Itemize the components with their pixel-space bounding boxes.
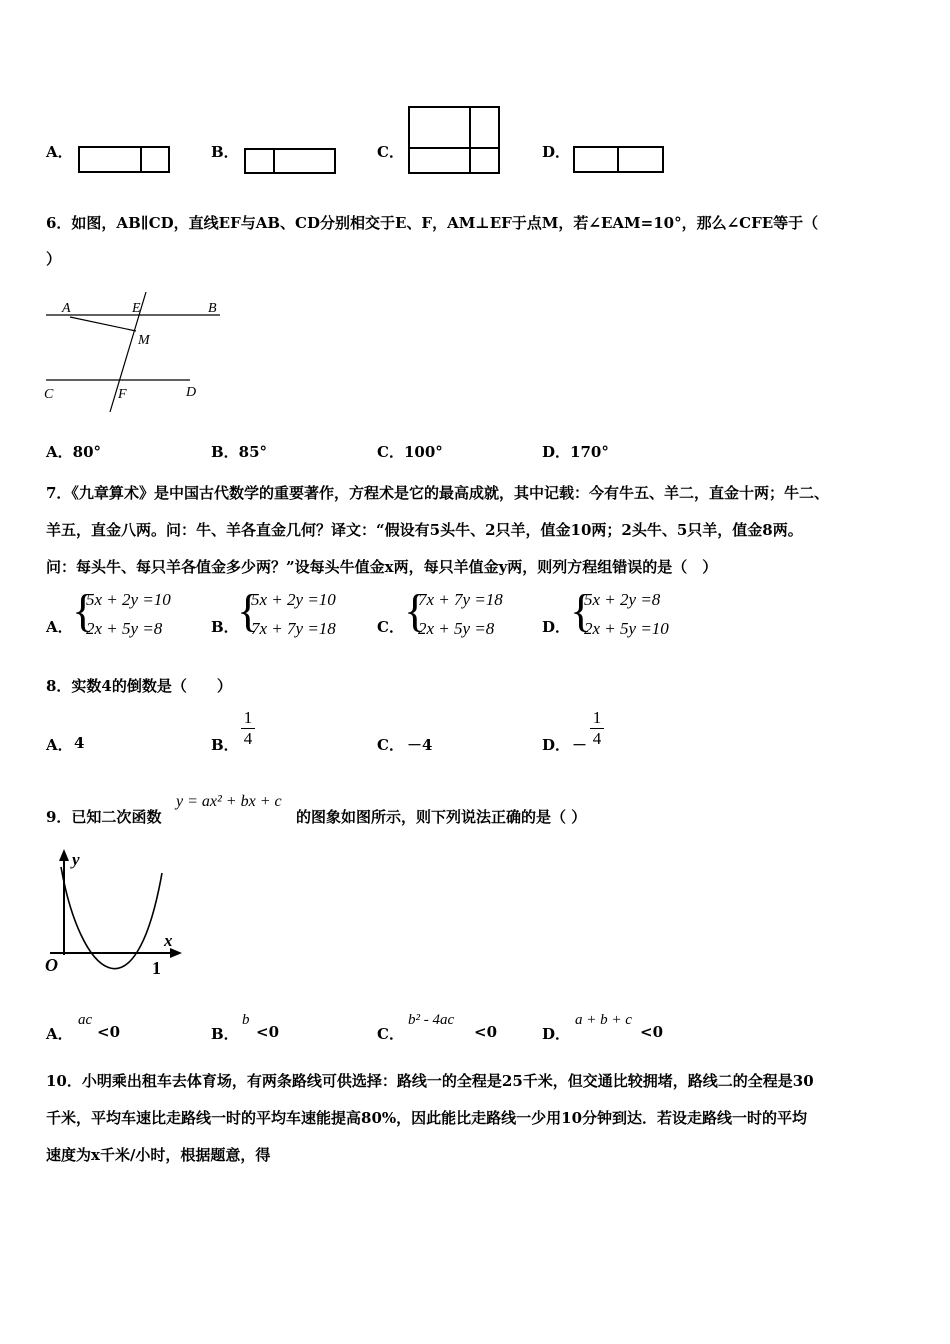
q7-option-a-label: A．: [46, 618, 73, 636]
q9-parabola-graph: [40, 845, 190, 990]
q6-option-d: D．170°: [542, 443, 609, 461]
q9-option-d-rel: <0: [640, 1023, 664, 1041]
q9-option-a-expr: ac: [78, 1012, 93, 1028]
q9-origin-label: O: [45, 955, 58, 975]
q5-option-a-figure: [78, 146, 170, 173]
q5-option-c-figure: [408, 106, 500, 174]
q7-option-c-eq1: 7x + 7y =18: [418, 590, 503, 609]
q6-option-c: C．100°: [377, 443, 443, 461]
q7-option-d-brace: {: [570, 585, 593, 636]
q6-label-c: C: [44, 387, 54, 402]
q8-option-b-numerator: 1: [243, 708, 253, 727]
q9-option-c-label: C．: [377, 1025, 404, 1043]
q6-option-a: A．80°: [46, 443, 102, 461]
q6-question-line1: 6．如图，AB∥CD，直线EF与AB、CD分别相交于E、F，AM⊥EF于点M，若∠EAM=10°，那么∠CFE等于（: [46, 214, 819, 232]
q8-option-d-sign: －: [572, 736, 588, 754]
q6-option-b: B．85°: [211, 443, 268, 461]
q7-option-c-label: C．: [377, 618, 404, 636]
q8-option-d-label: D．: [542, 736, 571, 754]
q7-option-a-brace: {: [72, 585, 95, 636]
q8-option-b-denominator: 4: [243, 729, 253, 748]
q5-option-a-label: A．: [46, 143, 73, 161]
q8-question: 8．实数4的倒数是（ ）: [46, 677, 232, 695]
q6-label-d: D: [186, 385, 197, 400]
q7-option-a-eq1: 5x + 2y =10: [86, 590, 171, 609]
q9-option-d-expr: a + b + c: [575, 1012, 632, 1028]
q6-figure: [40, 290, 230, 415]
q7-option-d-eq1: 5x + 2y =8: [584, 590, 661, 609]
q8-option-c-label: C．: [377, 736, 404, 754]
q7-option-b-brace: {: [237, 585, 260, 636]
q7-option-a-eq2: 2x + 5y =8: [86, 619, 163, 638]
q5-option-d-figure: [573, 146, 664, 173]
q8-option-d-numerator: 1: [592, 708, 602, 727]
q9-option-b-label: B．: [211, 1025, 239, 1043]
q7-question-line2: 羊五，直金八两。问：牛、羊各直金几何？译文：“假设有5头牛、2只羊，值金10两；2头牛、5只羊，值金8两。: [46, 521, 803, 539]
q9-option-c-expr: b² - 4ac: [408, 1012, 455, 1028]
q9-formula: y = ax² + bx + c: [176, 793, 282, 810]
q9-option-b-rel: <0: [256, 1023, 280, 1041]
q5-option-d-label: D．: [542, 143, 571, 161]
q6-label-b: B: [208, 301, 217, 316]
q9-option-c-rel: <0: [474, 1023, 498, 1041]
q9-option-a-rel: <0: [97, 1023, 121, 1041]
q7-option-c-brace: {: [404, 585, 427, 636]
q8-option-d-denominator: 4: [592, 729, 602, 748]
q9-question-suffix: 的图象如图所示，则下列说法正确的是（ ）: [296, 808, 587, 826]
q9-option-b-expr: b: [242, 1012, 250, 1028]
q5-option-b-label: B．: [211, 143, 239, 161]
q7-option-d-label: D．: [542, 618, 571, 636]
q10-question-line3: 速度为x千米/小时，根据题意，得: [46, 1146, 271, 1164]
q6-label-a: A: [62, 301, 71, 316]
q7-option-b-eq1: 5x + 2y =10: [251, 590, 336, 609]
q8-option-b-fraction: [241, 709, 255, 748]
q6-label-f: F: [118, 387, 127, 402]
q10-question-line2: 千米，平均车速比走路线一时的平均车速能提高80%，因此能比走路线一少用10分钟到达．若设走路线一时的平均: [46, 1109, 808, 1127]
q6-label-m: M: [138, 333, 150, 348]
q9-one-label: 1: [152, 958, 161, 978]
q6-question-line2: ）: [46, 250, 62, 268]
q8-option-a-label: A．: [46, 736, 73, 754]
q9-y-label: y: [72, 850, 80, 869]
q8-option-a-value: 4: [74, 734, 85, 752]
q8-option-d-fraction: [590, 709, 604, 748]
q7-question-line1: 7．《九章算术》是中国古代数学的重要著作，方程术是它的最高成就，其中记载：今有牛五、羊二，直金十两；牛二、: [46, 484, 829, 502]
q10-question-line1: 10．小明乘出租车去体育场，有两条路线可供选择：路线一的全程是25千米，但交通比较拥堵，路线二的全程是30: [46, 1072, 814, 1090]
q9-option-a-label: A．: [46, 1025, 73, 1043]
q5-option-b-figure: [244, 148, 336, 174]
q7-option-b-label: B．: [211, 618, 239, 636]
q9-x-label: x: [164, 931, 173, 950]
q9-option-d-label: D．: [542, 1025, 571, 1043]
q7-option-c-eq2: 2x + 5y =8: [418, 619, 495, 638]
q7-option-b-eq2: 7x + 7y =18: [251, 619, 336, 638]
q8-option-b-label: B．: [211, 736, 239, 754]
q6-label-e: E: [132, 301, 141, 316]
q5-option-c-label: C．: [377, 143, 404, 161]
q7-option-d-eq2: 2x + 5y =10: [584, 619, 669, 638]
q9-question-prefix: 9．已知二次函数: [46, 808, 162, 826]
q8-option-c-value: －4: [407, 736, 433, 754]
q7-question-line3: 问：每头牛、每只羊各值金多少两？”设每头牛值金x两，每只羊值金y两，则列方程组错误的是（ ）: [46, 558, 718, 576]
